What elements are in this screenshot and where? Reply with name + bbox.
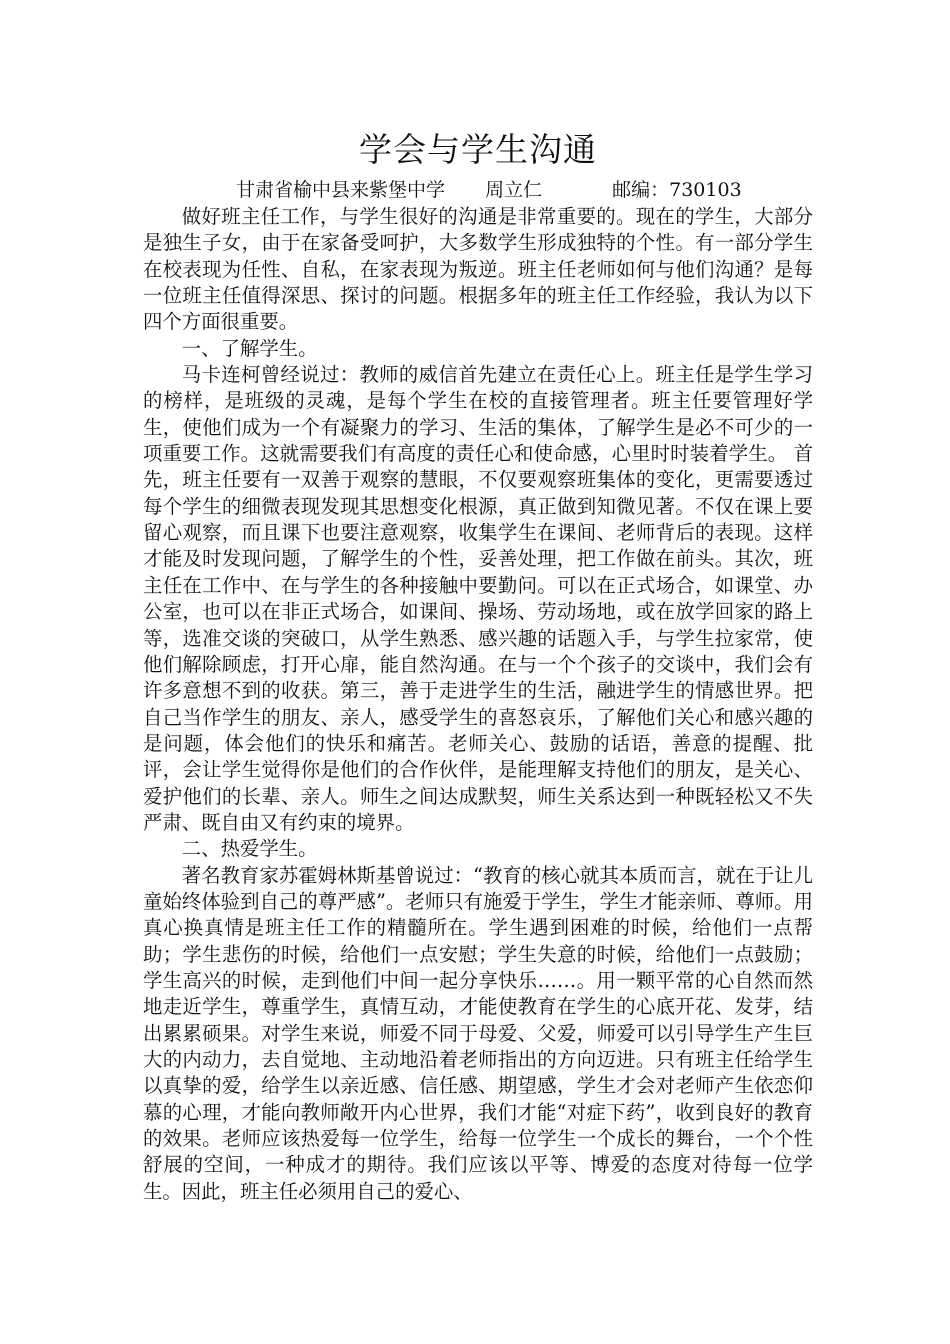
byline-author: 周立仁 — [485, 179, 543, 201]
byline-postcode: 邮编：730103 — [612, 179, 742, 201]
byline — [143, 176, 813, 204]
intro-paragraph: 做好班主任工作，与学生很好的沟通是非常重要的。现在的学生，大部分是独生子女，由于在家备受呵护，大多数学生形成独特的个性。有一部分学生在校表现为任性、自私，在家表现为叛逆。班主任老师如何与他们沟通？是每一位班主任值得深思、探讨的问题。根据多年的班主任工作经验，我认为以下四个方面很重要。 — [143, 205, 813, 334]
document-title: 学会与学生沟通 — [359, 130, 597, 169]
section-1-body: 马卡连柯曾经说过：教师的威信首先建立在责任心上。班主任是学生学习的榜样，是班级的灵魂，是每个学生在校的直接管理者。班主任要管理好学生，使他们成为一个有凝聚力的学习、生活的集体，了解学生是必不可少的一项重要工作。这就需要我们有高度的责任心和使命感，心里时时装着学生。 首先，班主任要有一双善于观察的慧眼，不仅要观察班集体的变化，更需要透过每个学生的细微表现发现其思想变化根源，真正做到知微见著。不仅在课上要留心观察，而且课下也要注意观察，收集学生在课间、老师背后的表现。这样才能及时发现问题，了解学生的个性，妥善处理，把工作做在前头。其次，班主任在工作中、在与学生的各种接触中要勤问。可以在正式场合，如课堂、办公室，也可以在非正式场合，如课间、操场、劳动场地，或在放学回家的路上等，选准交谈的突破口，从学生熟悉、感兴趣的话题入手，与学生拉家常，使他们解除顾虑，打开心扉，能自然沟通。在与一个个孩子的交谈中，我们会有许多意想不到的收获。第三，善于走进学生的生活，融进学生的情感世界。把自己当作学生的朋友、亲人，感受学生的喜怒哀乐，了解他们关心和感兴趣的是问题，体会他们的快乐和痛苦。老师关心、鼓励的话语，善意的提醒、批评，会让学生觉得你是他们的合作伙伴，是能理解支持他们的朋友，是关心、爱护他们的长辈、亲人。师生之间达成默契，师生关系达到一种既轻松又不失严肃、既自由又有约束的境界。 — [143, 363, 813, 834]
byline-school: 甘肃省榆中县来紫堡中学 — [236, 179, 446, 201]
section-1-heading: 一、了解学生。 — [181, 336, 318, 360]
section-2-heading: 二、热爱学生。 — [181, 837, 318, 861]
section-2-body: 著名教育家苏霍姆林斯基曾说过：“教育的核心就其本质而言，就在于让儿童始终体验到自己的尊严感”。老师只有施爱于学生，学生才能亲师、尊师。用真心换真情是班主任工作的精髓所在。学生遇到困难的时候，给他们一点帮助；学生悲伤的时候，给他们一点安慰；学生失意的时候，给他们一点鼓励；学生高兴的时候，走到他们中间一起分享快乐……。用一颗平常的心自然而然地走近学生，尊重学生，真情互动，才能使教育在学生的心底开花、发芽，结出累累硕果。对学生来说，师爱不同于母爱、父爱，师爱可以引导学生产生巨大的内动力，去自觉地、主动地沿着老师指出的方向迈进。只有班主任给学生以真挚的爱，给学生以亲近感、信任感、期望感，学生才会对老师产生依恋仰慕的心理，才能向教师敞开内心世界，我们才能“对症下药”，收到良好的教育的效果。老师应该热爱每一位学生，给每一位学生一个成长的舞台，一个个性舒展的空间，一种成才的期待。我们应该以平等、博爱的态度对待每一位学生。因此，班主任必须用自己的爱心、 — [143, 863, 813, 1203]
document-page — [143, 128, 813, 1205]
